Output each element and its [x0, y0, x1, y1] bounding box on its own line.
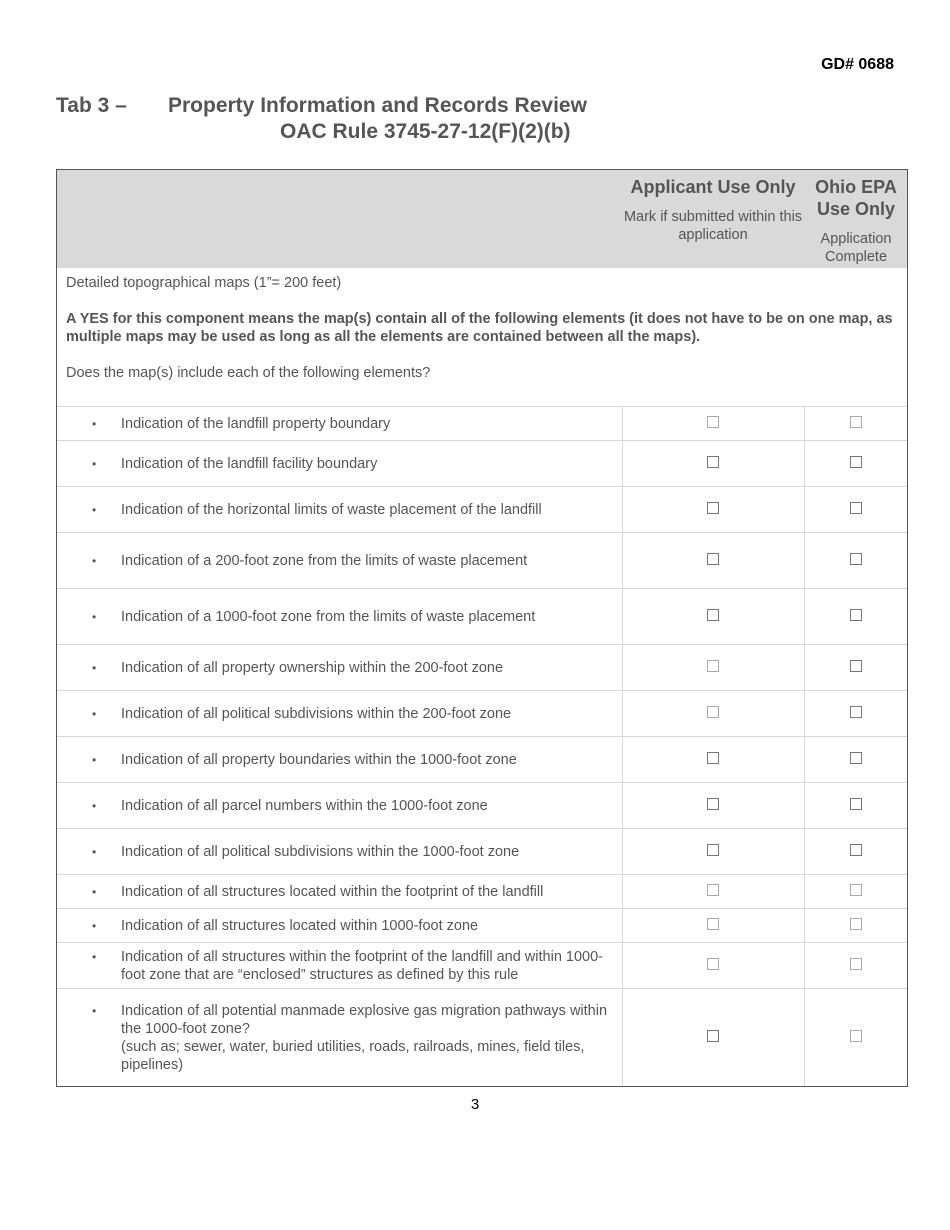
column-divider — [622, 406, 623, 1086]
table-row — [57, 532, 907, 588]
epa-column-header — [805, 176, 907, 266]
table-row — [57, 588, 907, 644]
applicant-checkbox[interactable] — [707, 958, 719, 970]
item-text: Indication of the landfill facility boundary — [121, 456, 378, 472]
item-text: Indication of all political subdivisions within the 1000-foot zone — [121, 844, 520, 860]
applicant-checkbox[interactable] — [707, 706, 719, 718]
table-row — [57, 942, 907, 988]
applicant-checkbox[interactable] — [707, 456, 719, 468]
item-text: Indication of a 200-foot zone from the limits of waste placement — [121, 553, 528, 569]
epa-checkbox[interactable] — [850, 884, 862, 896]
bullet-icon: • — [92, 503, 97, 517]
bullet-icon: • — [92, 610, 97, 624]
item-text: Indication of all structures located within 1000-foot zone — [121, 918, 479, 934]
epa-checkbox[interactable] — [850, 752, 862, 764]
item-text: Indication of a 1000-foot zone from the limits of waste placement — [121, 609, 536, 625]
epa-checkbox[interactable] — [850, 609, 862, 621]
title-text: Property Information and Records Review — [168, 94, 587, 117]
item-text: Indication of the landfill property boundary — [121, 416, 391, 432]
bullet-icon: • — [92, 799, 97, 813]
applicant-checkbox[interactable] — [707, 884, 719, 896]
bullet-icon: • — [92, 417, 97, 431]
table-row — [57, 644, 907, 690]
item-text: Indication of all potential manmade explosive gas migration pathways within the 1000-foot zone? (such as; sewer, water, buried utilities, roads, railroads, mines, field tiles, pipelines) — [121, 1003, 608, 1073]
applicant-checkbox[interactable] — [707, 660, 719, 672]
applicant-checkbox[interactable] — [707, 918, 719, 930]
epa-header-sub: Application Complete — [820, 231, 892, 265]
bullet-icon: • — [92, 661, 97, 675]
checklist-table — [56, 169, 908, 1087]
epa-checkbox[interactable] — [850, 456, 862, 468]
applicant-header-sub: Mark if submitted within this application — [623, 209, 803, 243]
page-subtitle: OAC Rule 3745-27-12(F)(2)(b) — [280, 120, 571, 143]
table-row — [57, 486, 907, 532]
table-header — [57, 170, 907, 268]
intro-question: Does the map(s) include each of the following elements? — [66, 365, 431, 381]
item-text: Indication of all structures within the footprint of the landfill and within 1000-foot zone that are “enclosed” structures as defined by this rule — [121, 949, 603, 983]
applicant-checkbox[interactable] — [707, 502, 719, 514]
bullet-icon: • — [92, 950, 97, 964]
table-row — [57, 690, 907, 736]
table-row — [57, 908, 907, 942]
bullet-icon: • — [92, 554, 97, 568]
applicant-column-header — [623, 176, 803, 244]
epa-checkbox[interactable] — [850, 660, 862, 672]
applicant-checkbox[interactable] — [707, 752, 719, 764]
item-text: Indication of all property boundaries within the 1000-foot zone — [121, 752, 517, 768]
epa-checkbox[interactable] — [850, 958, 862, 970]
item-text: Indication of all parcel numbers within the 1000-foot zone — [121, 798, 488, 814]
table-row — [57, 828, 907, 874]
epa-checkbox[interactable] — [850, 918, 862, 930]
item-text: Indication of the horizontal limits of waste placement of the landfill — [121, 502, 542, 518]
table-row — [57, 406, 907, 440]
column-divider — [804, 406, 805, 1086]
table-row — [57, 440, 907, 486]
applicant-header-title: Applicant Use Only — [630, 177, 796, 197]
applicant-checkbox[interactable] — [707, 798, 719, 810]
applicant-checkbox[interactable] — [707, 844, 719, 856]
bullet-icon: • — [92, 919, 97, 933]
epa-checkbox[interactable] — [850, 553, 862, 565]
table-row — [57, 736, 907, 782]
epa-header-title: Ohio EPA Use Only — [815, 177, 897, 219]
epa-checkbox[interactable] — [850, 1030, 862, 1042]
tab-label: Tab 3 – — [56, 94, 127, 117]
applicant-checkbox[interactable] — [707, 416, 719, 428]
bullet-icon: • — [92, 1004, 97, 1018]
gd-number: GD# 0688 — [821, 56, 894, 73]
bullet-icon: • — [92, 457, 97, 471]
epa-checkbox[interactable] — [850, 706, 862, 718]
bullet-icon: • — [92, 753, 97, 767]
item-text: Indication of all property ownership within the 200-foot zone — [121, 660, 504, 676]
intro-bold-statement: A YES for this component means the map(s) contain all of the following elements (it does not have to be on one map, as multiple maps may be used as long as all the elements are contained between all the maps). — [66, 311, 893, 345]
table-row — [57, 782, 907, 828]
epa-checkbox[interactable] — [850, 416, 862, 428]
epa-checkbox[interactable] — [850, 798, 862, 810]
epa-checkbox[interactable] — [850, 502, 862, 514]
bullet-icon: • — [92, 845, 97, 859]
epa-checkbox[interactable] — [850, 844, 862, 856]
table-row — [57, 874, 907, 908]
item-text: Indication of all structures located within the footprint of the landfill — [121, 884, 544, 900]
page-title — [56, 94, 587, 118]
page-number: 3 — [470, 1096, 480, 1113]
applicant-checkbox[interactable] — [707, 553, 719, 565]
table-row — [57, 988, 907, 1086]
bullet-icon: • — [92, 885, 97, 899]
intro-line: Detailed topographical maps (1”= 200 feet) — [66, 275, 342, 291]
bullet-icon: • — [92, 707, 97, 721]
item-text: Indication of all political subdivisions within the 200-foot zone — [121, 706, 512, 722]
applicant-checkbox[interactable] — [707, 609, 719, 621]
applicant-checkbox[interactable] — [707, 1030, 719, 1042]
